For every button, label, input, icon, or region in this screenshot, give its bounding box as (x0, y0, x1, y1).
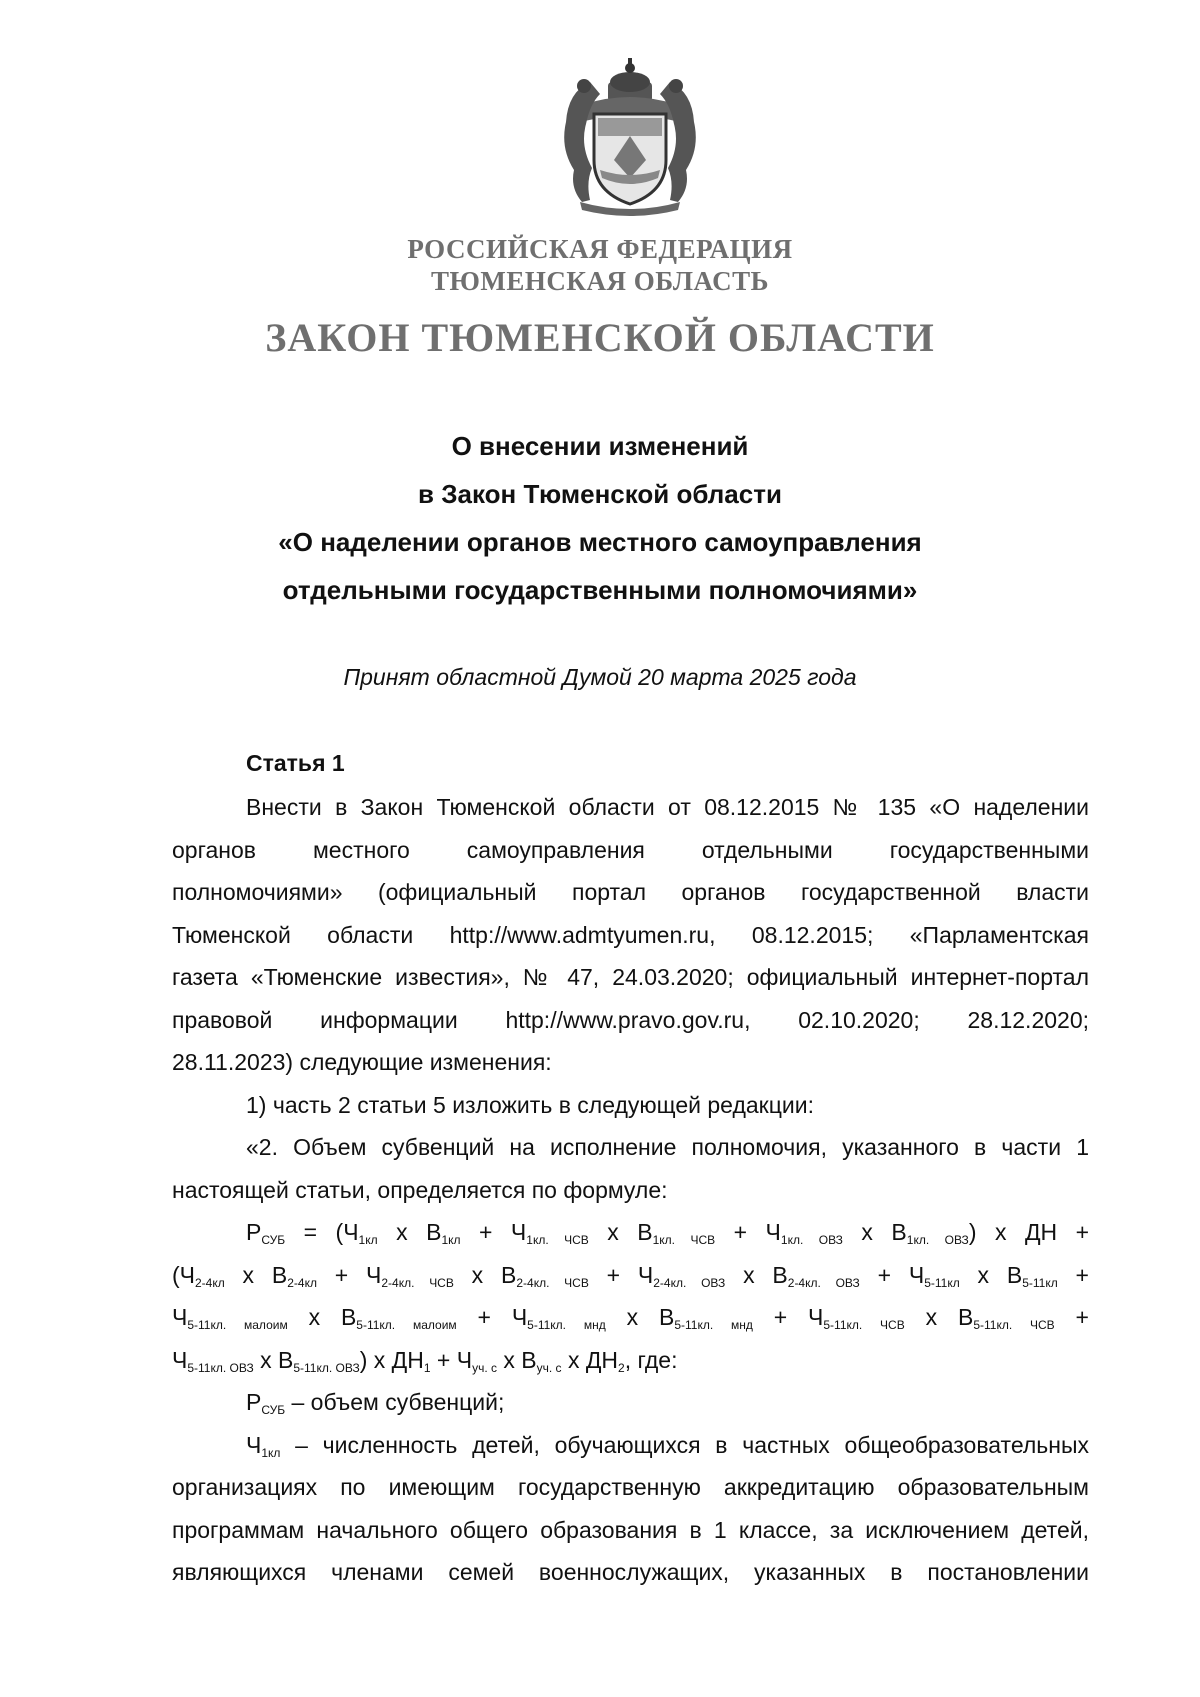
formula-line: ($Ч_{2-4кл}$ х $В_{2-4кл} + Ч_{2-4кл. ЧСВ}$ х $В_{2-4кл. ЧСВ} + Ч_{2-4кл. ОВЗ}$ х $В_{2-4кл. ОВЗ} + Ч_{5-11кл}$ х $В_{5-11кл}$ + (172, 1261, 1089, 1290)
body-line: газета «Тюменские известия», № 47, 24.03.2020; официальный интернет-портал (172, 964, 1089, 990)
title-line: «О наделении органов местного самоуправления (278, 527, 922, 557)
title-line: О внесении изменений (451, 431, 749, 461)
body-line: Внести в Закон Тюменской области от 08.12.2015 № 135 «О наделении (246, 794, 1089, 820)
region-heading: ТЮМЕНСКАЯ ОБЛАСТЬ (430, 266, 770, 296)
law-title (0, 422, 1200, 614)
definition-psub: $Р_{СУБ}$ – объем субвенций; (246, 1389, 505, 1417)
definition-ch1: $Ч_{1кл}$ – численность детей, обучающихся в частных общеобразовательных (246, 1431, 1089, 1460)
formula-line: $Ч_{5-11кл. малоим}$ х $В_{5-11кл. малоим} + Ч_{5-11кл. мнд}$ х $В_{5-11кл. мнд} + Ч_{5-11кл. ЧСВ}$ х $В_{5-11кл. ЧСВ}$ + (172, 1304, 1089, 1332)
title-line: в Закон Тюменской области (418, 479, 782, 509)
body-line: правовой информации http://www.pravo.gov.ru, 02.10.2020; 28.12.2020; (172, 1006, 1089, 1033)
article-body (172, 786, 1089, 1594)
formula-line: $Р_{СУБ} = (Ч_{1кл}$ х $В_{1кл} + Ч_{1кл. ЧСВ}$ х $В_{1кл. ЧСВ} + Ч_{1кл. ОВЗ}$ х $В_{1кл. ОВЗ}$) х ДН + (246, 1219, 1090, 1247)
country-heading: РОССИЙСКАЯ ФЕДЕРАЦИЯ (407, 234, 793, 264)
body-line: «2. Объем субвенций на исполнение полномочия, указанного в части 1 (246, 1134, 1089, 1160)
coat-of-arms-emblem (530, 52, 730, 216)
title-line: отдельными государственными полномочиями» (282, 575, 918, 605)
body-line: являющихся членами семей военнослужащих, указанных в постановлении (172, 1559, 1089, 1585)
body-line: органов местного самоуправления отдельными государственными (172, 836, 1089, 863)
body-line: программам начального общего образования в 1 классе, за исключением детей, (172, 1516, 1089, 1543)
adoption-note: Принят областной Думой 20 марта 2025 года (343, 664, 857, 690)
law-type-heading: ЗАКОН ТЮМЕНСКОЙ ОБЛАСТИ (265, 315, 935, 360)
formula-line: $Ч_{5-11кл. ОВЗ}$ х $В_{5-11кл. ОВЗ}$) х $ДН_1 + Ч_{уч. с}$ х $В_{уч. с}$ х $ДН_2$, где: (172, 1346, 678, 1375)
body-line: полномочиями» (официальный портал органов государственной власти (172, 879, 1089, 905)
body-line: настоящей статьи, определяется по формуле: (172, 1176, 668, 1203)
body-line: Тюменской области http://www.admtyumen.ru, 08.12.2015; «Парламентская (172, 921, 1089, 948)
article-heading: Статья 1 (246, 750, 345, 776)
body-line: организациях по имеющим государственную аккредитацию образовательным (172, 1474, 1089, 1500)
body-line: 28.11.2023) следующие изменения: (172, 1049, 552, 1075)
amendment-item: 1) часть 2 статьи 5 изложить в следующей редакции: (246, 1091, 814, 1118)
